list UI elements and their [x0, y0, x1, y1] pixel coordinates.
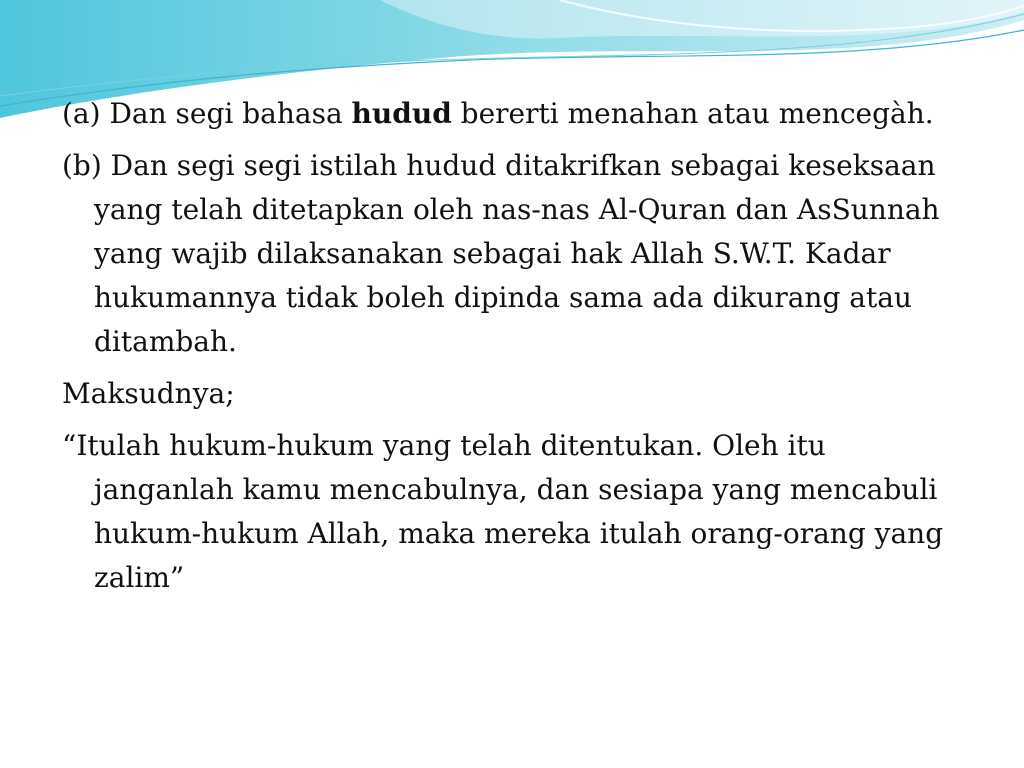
paragraph-b: (b) Dan segi segi istilah hudud ditakrifkan sebagai keseksaan yang telah ditetapkan oleh nas-nas Al-Quran dan AsSunnah yang wajib dilaksanakan sebagai hak Allah S.W.T. Kadar hukumannya tidak boleh dipinda sama ada dikurang atau ditambah. — [62, 149, 940, 358]
paragraph-a-bold-term: hudud — [351, 97, 452, 130]
paragraph-a-prefix: (a) Dan segi bahasa — [62, 97, 352, 130]
quote-paragraph: “Itulah hukum-hukum yang telah ditentukan. Oleh itu janganlah kamu mencabulnya, dan sesiapa yang mencabuli hukum-hukum Allah, maka mereka itulah orang-orang yang zalim” — [62, 429, 944, 594]
slide-body — [62, 92, 962, 608]
maksudnya-label: Maksudnya; — [62, 377, 235, 410]
paragraph-a — [62, 92, 962, 136]
paragraph-a-suffix: bererti menahan atau mencegàh. — [451, 97, 934, 130]
